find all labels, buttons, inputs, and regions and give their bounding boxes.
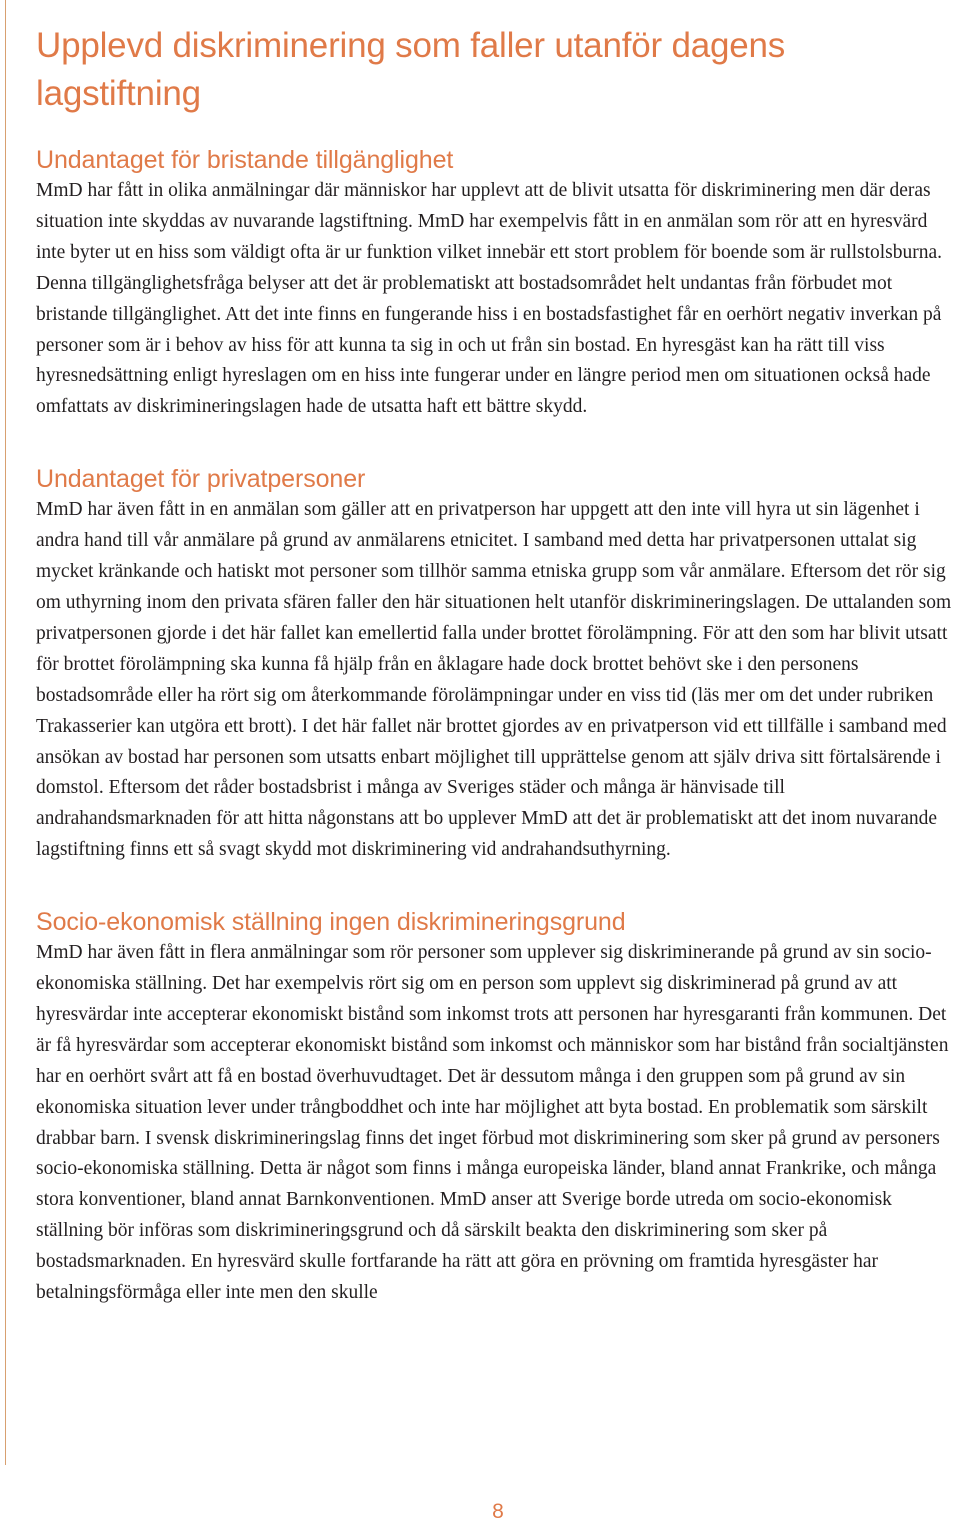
- page-content: [36, 22, 958, 1309]
- section-body: MmD har även fått in en anmälan som gäller att en privatperson har uppgett att den inte vill hyra ut sin lägenhet i andra hand till vår anmälare på grund av anmälarens etnicitet. I samband med detta har privatpersonen uttalat sig mycket kränkande och hatiskt mot personer som tillhör samma etniska grupp som vår anmälare. Eftersom det rör sig om uthyrning inom den privata sfären faller den här situationen helt utanför diskrimineringslagen. De uttalanden som privatpersonen gjorde i det här fallet kan emellertid falla under brottet förolämpning. För att den som har blivit utsatt för brottet förolämpning ska kunna få hjälp från en åklagare hade dock brottet behövt ske i den personens bostadsområde eller ha rört sig om återkommande förolämpningar under en viss tid (läs mer om det under rubriken Trakasserier kan utgöra ett brott). I det här fallet när brottet gjordes av en privatperson vid ett tillfälle i samband med ansökan av bostad har personen som utsatts enbart möjlighet till upprättelse genom att själv driva sitt förtalsärende i domstol. Eftersom det råder bostadsbrist i många av Sveriges städer och många är hänvisade till andrahandsmarknaden för att hitta någonstans att bo upplever MmD att det är problematiskt att det inom nuvarande lagstiftning finns ett så svagt skydd mot diskriminering vid andrahandsuthyrning.: [36, 499, 952, 861]
- page-title: Upplevd diskriminering som faller utanför dagens lagstiftning: [36, 26, 786, 113]
- section-body: MmD har fått in olika anmälningar där människor har upplevt att de blivit utsatta för diskriminering men där deras situation inte skyddas av nuvarande lagstiftning. MmD har exempelvis fått in en anmälan som rör att en hyresvärd inte byter ut en hiss som väldigt ofta är ur funktion vilket innebär ett stort problem för boende som är rullstolsburna. Denna tillgänglighetsfråga belyser att det är problematiskt att bostadsområdet helt undantas från förbudet mot bristande tillgänglighet. Att det inte finns en fungerande hiss i en bostadsfastighet får en oerhört negativ inverkan på personer som är i behov av hiss för att kunna ta sig in och ut från sin bostad. En hyresgäst kan ha rätt till viss hyresnedsättning enligt hyreslagen om en hiss inte fungerar under en längre period men om situationen också hade omfattats av diskrimineringslagen hade de utsatta haft ett bättre skydd.: [36, 180, 943, 418]
- section-heading: Undantaget för bristande tillgänglighet: [36, 146, 454, 174]
- section-privatpersoner: [36, 463, 958, 866]
- section-tillganglighet: [36, 144, 958, 423]
- section-body: MmD har även fått in flera anmälningar som rör personer som upplever sig diskriminerande på grund av sin socio-ekonomiska ställning. Det har exempelvis rört sig om en person som upplevt sig diskriminerad på grund av att hyresvärdar inte accepterar ekonomiskt bistånd som inkomst trots att personen har hyresgaranti från kommunen. Det är få hyresvärdar som accepterar ekonomiskt bistånd som inkomst och människor som har bistånd från socialtjänsten har en oerhört svårt att få en bostad överhuvudtaget. Det är dessutom många i den gruppen som på grund av sin ekonomiska situation lever under trångboddhet och inte har möjlighet att byta bostad. En problematik som särskilt drabbar barn. I svensk diskrimineringslag finns det inget förbud mot diskriminering som sker på grund av personers socio-ekonomiska ställning. Detta är något som finns i många europeiska länder, bland annat Frankrike, och många stora konventioner, bland annat Barnkonventionen. MmD anser att Sverige borde utreda om socio-ekonomisk ställning bör införas som diskrimineringsgrund och då särskilt beakta den diskriminering som sker på bostadsmarknaden. En hyresvärd skulle fortfarande ha rätt att göra en prövning om framtida hyresgäster har betalningsförmåga eller inte men den skulle: [36, 942, 949, 1304]
- section-heading: Undantaget för privatpersoner: [36, 465, 366, 494]
- section-socio-ekonomisk: [36, 906, 958, 1309]
- page-number: 8: [492, 1500, 504, 1523]
- left-margin-rule: [5, 0, 6, 1465]
- section-heading: Socio-ekonomisk ställning ingen diskrimineringsgrund: [36, 908, 626, 937]
